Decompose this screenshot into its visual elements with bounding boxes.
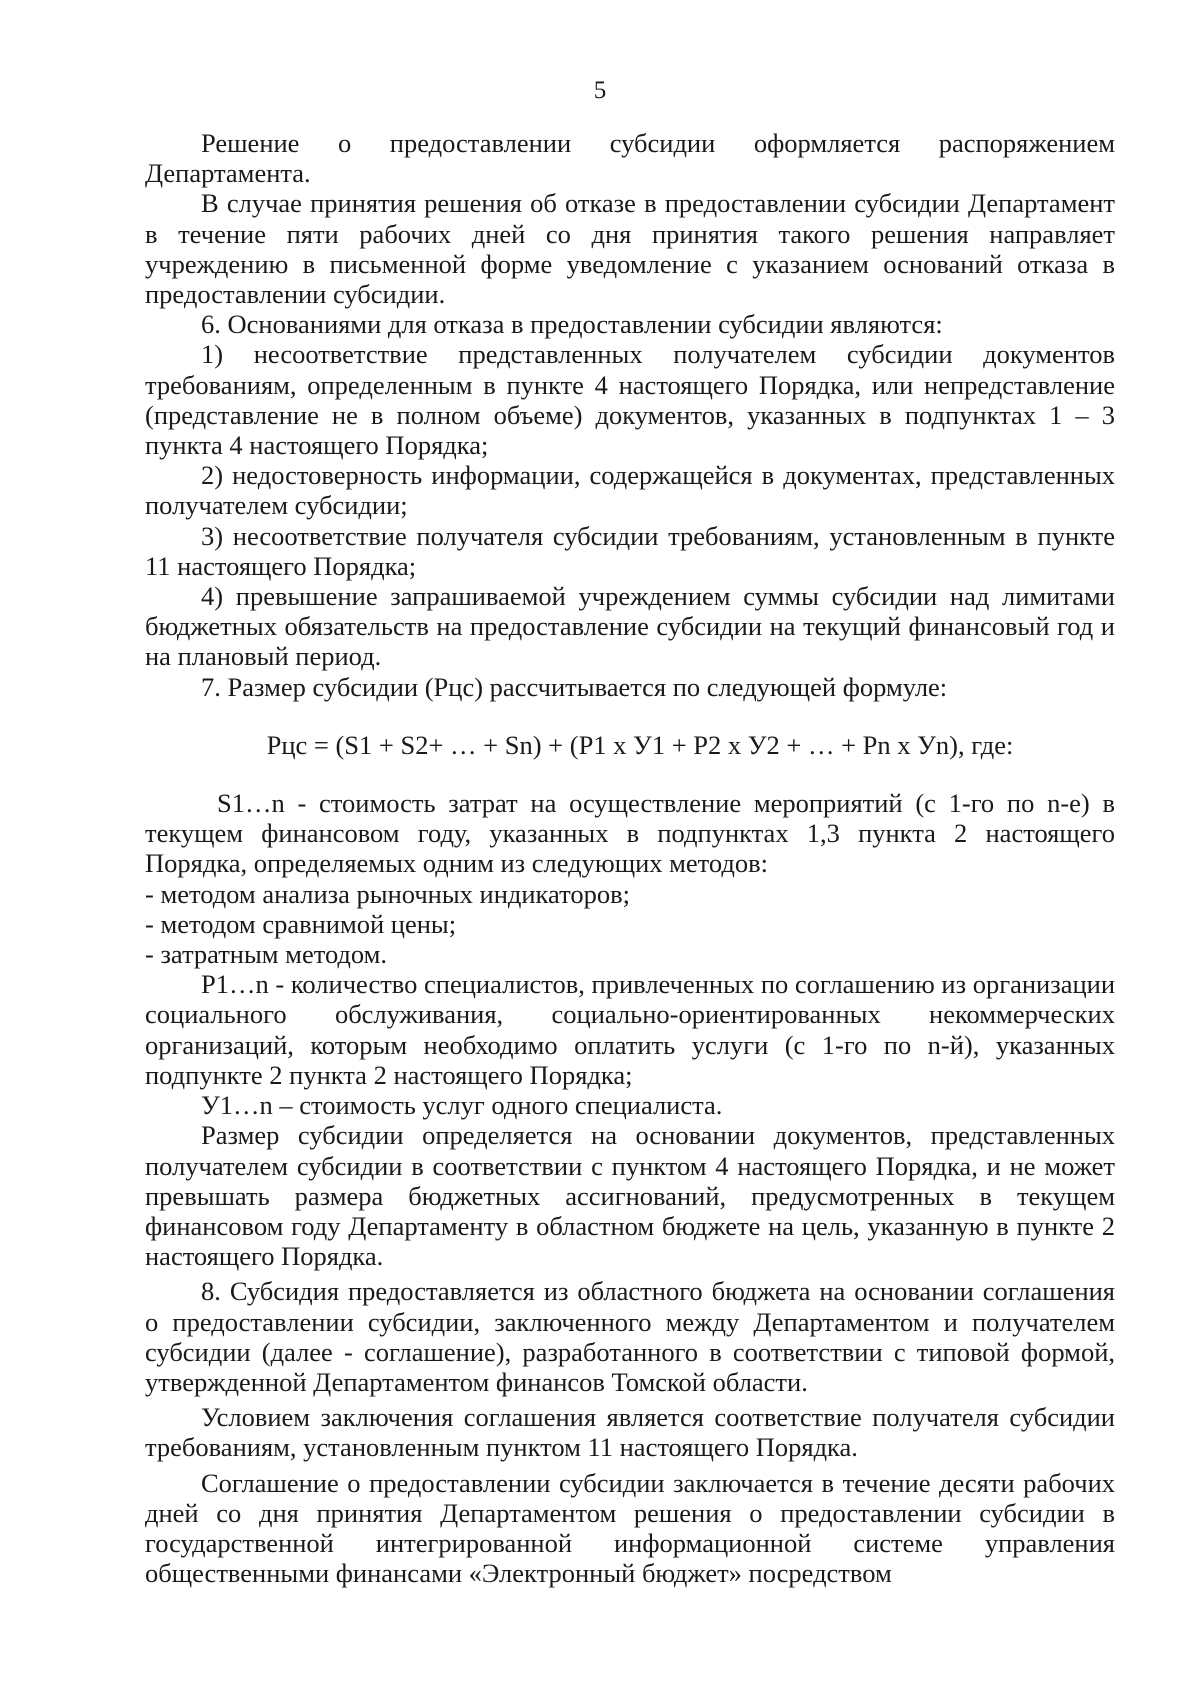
paragraph-ground-3: 3) несоответствие получателя субсидии требованиям, установленным в пункте 11 настоящего Порядка; [145, 520, 1115, 581]
paragraph-item-8: 8. Субсидия предоставляется из областного бюджета на основании соглашения о предоставлении субсидии, заключенного между Департаментом и получателем субсидии (далее - соглашение), разработанного в соответствии с типовой формой, утвержденной Департаментом финансов Томской области. [145, 1276, 1115, 1397]
paragraph-u-definition: У1…n – стоимость услуг одного специалиста. [201, 1090, 723, 1121]
method-list-item: - методом анализа рыночных индикаторов; [145, 878, 630, 909]
document-body [145, 128, 1115, 1588]
paragraph-ground-2: 2) недостоверность информации, содержащейся в документах, представленных получателем субсидии; [145, 460, 1115, 521]
paragraph-subsidy-size: Размер субсидии определяется на основании документов, представленных получателем субсидии в соответствии с пунктом 4 настоящего Порядка, и не может превышать размера бюджетных ассигнований, предусмотренных в текущем финансовом году Департаменту в областном бюджете на цель, указанную в пункте 2 настоящего Порядка. [145, 1120, 1115, 1272]
paragraph-s-definition: S1…n - стоимость затрат на осуществление мероприятий (с 1-го по n-е) в текущем финансовом году, указанных в подпунктах 1,3 пункта 2 настоящего Порядка, определяемых одним из следующих методов: [145, 788, 1115, 879]
method-list-item: - методом сравнимой цены; [145, 908, 457, 939]
paragraph-p-definition: P1…n - количество специалистов, привлеченных по соглашению из организации социального обслуживания, социально-ориентированных некоммерческих организаций, которым необходимо оплатить услуги (с 1-го по n-й), указанных подпункте 2 пункта 2 настоящего Порядка; [145, 969, 1115, 1090]
subsidy-formula: Рцс = (S1 + S2+ … + Sn) + (P1 x У1 + P2 x У2 + … + Pn x Уn), где: [266, 729, 1014, 760]
paragraph-item-7: 7. Размер субсидии (Рцс) рассчитывается по следующей формуле: [201, 671, 948, 702]
paragraph-ground-1: 1) несоответствие представленных получателем субсидии документов требованиям, определенным в пункте 4 настоящего Порядка, или непредставление (представление не в полном объеме) документов, указанных в подпунктах 1 – 3 пункта 4 настоящего Порядка; [145, 339, 1115, 461]
page-number: 5 [593, 77, 607, 104]
method-list-item: - затратным методом. [145, 939, 388, 970]
paragraph-item-6: 6. Основаниями для отказа в предоставлении субсидии являются: [201, 309, 943, 340]
paragraph-refusal-notice: В случае принятия решения об отказе в предоставлении субсидии Департамент в течение пяти рабочих дней со дня принятия такого решения направляет учреждению в письменной форме уведомление с указанием оснований отказа в предоставлении субсидии. [145, 188, 1115, 310]
paragraph-agreement-term: Соглашение о предоставлении субсидии заключается в течение десяти рабочих дней со дня принятия Департаментом решения о предоставлении субсидии в государственной интегрированной информационной системе управления общественными финансами «Электронный бюджет» посредством [145, 1467, 1115, 1589]
paragraph-decision: Решение о предоставлении субсидии оформляется распоряжением Департамента. [145, 128, 1115, 189]
paragraph-ground-4: 4) превышение запрашиваемой учреждением суммы субсидии над лимитами бюджетных обязательств на предоставление субсидии на текущий финансовый год и на плановый период. [145, 581, 1115, 672]
paragraph-agreement-condition: Условием заключения соглашения является соответствие получателя субсидии требованиям, установленным пунктом 11 настоящего Порядка. [145, 1402, 1115, 1463]
